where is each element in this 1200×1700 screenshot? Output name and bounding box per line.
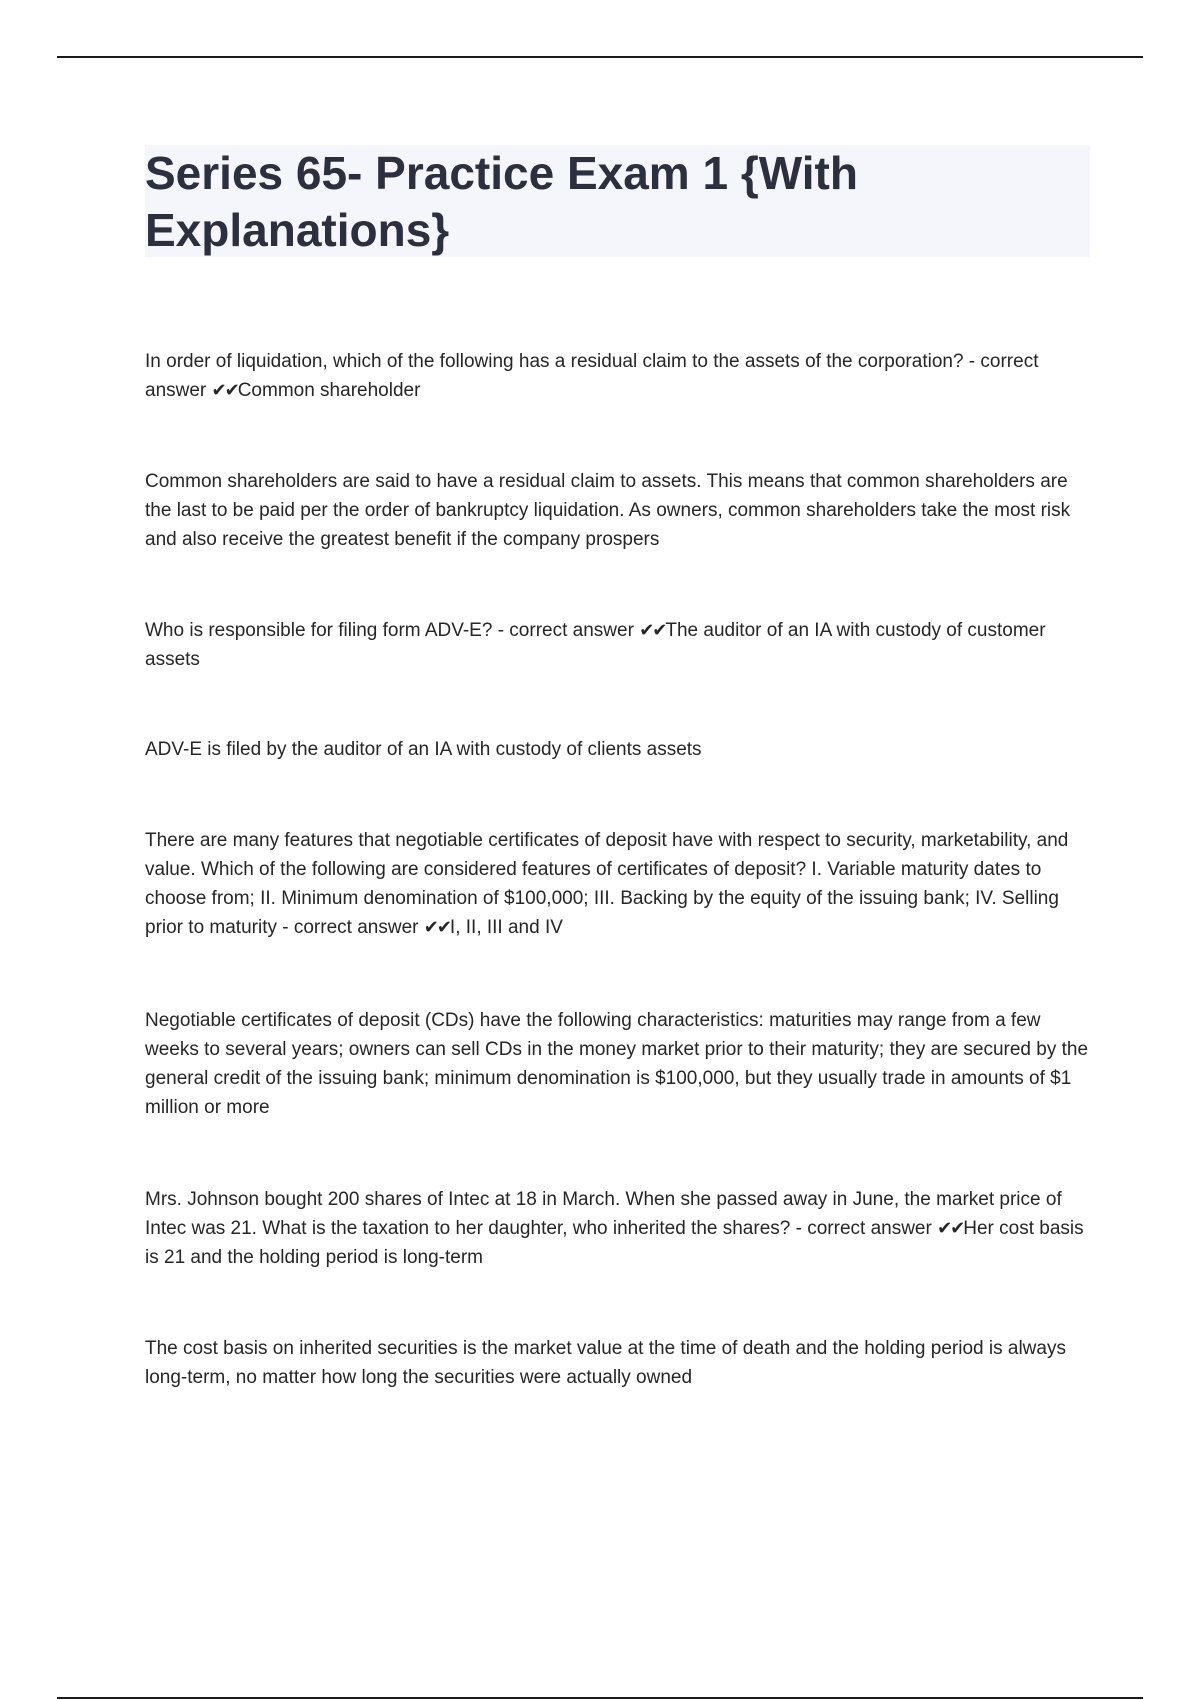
answer-2-text: The auditor of an IA with custody of customer assets bbox=[145, 620, 1046, 670]
document-title: Series 65- Practice Exam 1 {With Explanations} bbox=[145, 147, 858, 256]
question-4 bbox=[145, 1185, 1095, 1272]
explanation-1: Common shareholders are said to have a residual claim to assets. This means that common shareholders are the last to be paid per the order of bankruptcy liquidation. As owners, common shareholders take the most risk and also receive the greatest benefit if the company prospers bbox=[145, 471, 1071, 550]
question-1 bbox=[145, 347, 1095, 405]
answer-3-text: I, II, III and IV bbox=[449, 917, 563, 938]
header-rule bbox=[57, 56, 1143, 58]
answer-4-text: Her cost basis is 21 and the holding period is long-term bbox=[145, 1218, 1084, 1268]
title-band bbox=[145, 145, 1090, 257]
footer-rule bbox=[57, 1697, 1143, 1699]
check-mark-icon: ✔✔ bbox=[937, 1218, 964, 1239]
check-mark-icon: ✔✔ bbox=[639, 620, 666, 641]
check-mark-icon: ✔✔ bbox=[423, 917, 450, 938]
question-3 bbox=[145, 826, 1095, 942]
question-2 bbox=[145, 616, 1095, 674]
answer-1-text: Common shareholder bbox=[237, 380, 421, 401]
explanation-3: Negotiable certificates of deposit (CDs) have the following characteristics: maturities may range from a few weeks to several years; owners can sell CDs in the money market prior to their maturity; they are secured by the general credit of the issuing bank; minimum denomination is $100,000, but they usually trade in amounts of $1 million or more bbox=[145, 1010, 1089, 1118]
explanation-2: ADV-E is filed by the auditor of an IA with custody of clients assets bbox=[145, 739, 702, 760]
question-2-text: Who is responsible for filing form ADV-E? - correct answer bbox=[145, 620, 634, 641]
check-mark-icon: ✔✔ bbox=[211, 380, 238, 401]
question-1-text: In order of liquidation, which of the following has a residual claim to the assets of the corporation? - correct answer bbox=[145, 351, 1039, 401]
question-3-text: There are many features that negotiable certificates of deposit have with respect to security, marketability, and value. Which of the following are considered features of certificates of deposit? I. Variable maturity dates to choose from; II. Minimum denomination of $100,000; III. Backing by the equity of the issuing bank; IV. Selling prior to maturity - correct answer bbox=[145, 830, 1069, 938]
question-4-text: Mrs. Johnson bought 200 shares of Intec at 18 in March. When she passed away in June, the market price of Intec was 21. What is the taxation to her daughter, who inherited the shares? - correct answer bbox=[145, 1189, 1062, 1239]
explanation-4: The cost basis on inherited securities is the market value at the time of death and the holding period is always long-term, no matter how long the securities were actually owned bbox=[145, 1338, 1066, 1388]
